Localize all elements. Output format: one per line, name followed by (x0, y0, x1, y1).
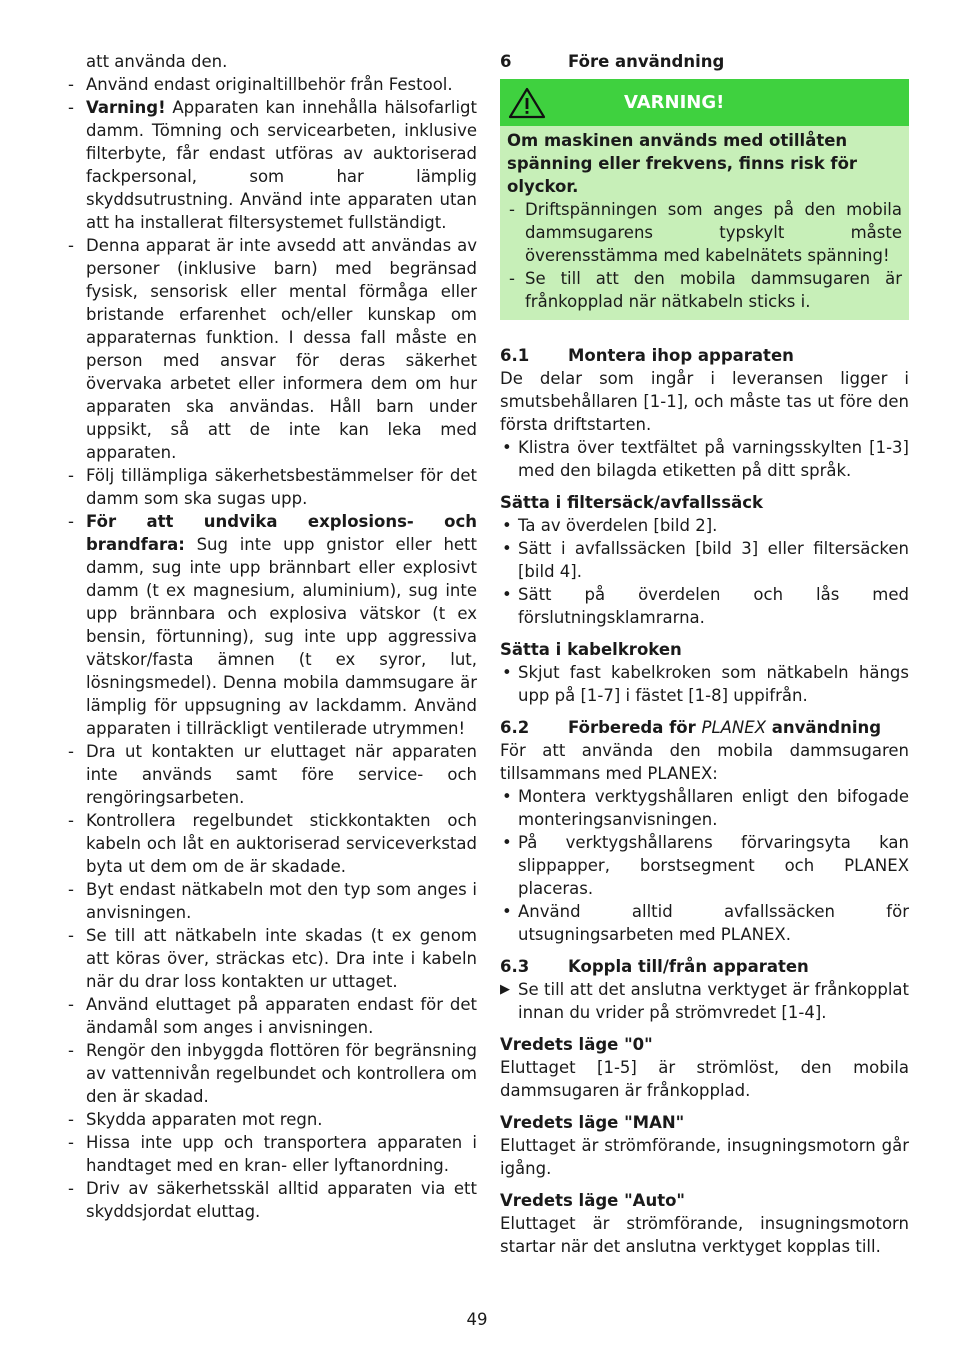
safety-list (66, 73, 477, 1223)
section-6-3-heading: 6.3 Koppla till/från apparaten (500, 957, 809, 976)
section-6-1-heading: 6.1 Montera ihop apparaten (500, 346, 794, 365)
list-item: - För att undvika explosions- och brandfara: Sug inte upp gnistor eller hett damm, sug inte upp brännbart eller explosivt damm (t ex magnesium, aluminium), sug inte upp brännbara och explosiva vätskor (t ex bensin, förtunning), sug inte upp aggressiva vätskor/fasta ämnen (t ex syror, lut, lösningsmedel). Denna mobila dammsugare är lämplig för uppsugning av lackdamm. Använd apparaten i tillräckligt ventilerade utrymmen! (66, 510, 477, 740)
warning-header (500, 79, 909, 126)
list-item: - Driv av säkerhetsskäl alltid apparaten via ett skyddsjordat eluttag. (66, 1177, 477, 1223)
list-item: - Kontrollera regelbundet stickkontakten och kabeln och låt en auktoriserad serviceverkstad byta ut dem om de är skadade. (66, 809, 477, 878)
right-column (500, 50, 909, 1258)
list-item: - Driftspänningen som anges på den mobila dammsugarens typskylt måste överensstämma med kabelnätets spänning! (507, 198, 902, 267)
section-6-1-text: De delar som ingår i leveransen ligger i smutsbehållaren [1-1], och måste tas ut före den första driftstarten. (500, 369, 909, 434)
list-item: • Montera verktygshållaren enligt den bifogade monteringsanvisningen. (500, 785, 909, 831)
position-0-heading: Vredets läge "0" (500, 1035, 653, 1054)
warning-triangle-icon (500, 87, 554, 119)
filter-heading: Sätta i filtersäck/avfallssäck (500, 493, 763, 512)
list-item: • Skjut fast kabelkroken som nätkabeln hängs upp på [1-7] i fästet [1-8] uppifrån. (500, 661, 909, 707)
section-6-2-list (500, 785, 909, 946)
section-6-3-list (500, 978, 909, 1024)
position-auto-heading: Vredets läge "Auto" (500, 1191, 686, 1210)
left-column (66, 50, 477, 1223)
list-item: • På verktygshållarens förvaringsyta kan slippapper, borstsegment och PLANEX placeras. (500, 831, 909, 900)
list-item: • Sätt i avfallssäcken [bild 3] eller filtersäcken [bild 4]. (500, 537, 909, 583)
warning-list (507, 198, 902, 313)
list-item: • Använd alltid avfallssäcken för utsugningsarbeten med PLANEX. (500, 900, 909, 946)
warning-body (500, 126, 909, 320)
list-item: - Skydda apparaten mot regn. (66, 1108, 477, 1131)
section-6-heading: 6 Före användning (500, 52, 725, 71)
list-item: - Byt endast nätkabeln mot den typ som anges i anvisningen. (66, 878, 477, 924)
position-man-heading: Vredets läge "MAN" (500, 1113, 685, 1132)
position-auto-text: Eluttaget är strömförande, insugningsmotorn startar när det anslutna verktyget kopplas till. (500, 1214, 909, 1256)
cable-hook-heading: Sätta i kabelkroken (500, 640, 682, 659)
section-6-2-heading: 6.2 Förbereda för PLANEX användning (500, 718, 882, 737)
section-6-1-list (500, 436, 909, 482)
section-6-2-text: För att använda den mobila dammsugaren tillsammans med PLANEX: (500, 741, 909, 783)
list-item: - Följ tillämpliga säkerhetsbestämmelser för det damm som ska sugas upp. (66, 464, 477, 510)
position-0-text: Eluttaget [1-5] är strömlöst, den mobila dammsugaren är frånkopplad. (500, 1058, 909, 1100)
filter-list (500, 514, 909, 629)
list-item: - Se till att nätkabeln inte skadas (t ex genom att köras över, sträckas etc). Dra inte i kabeln när du drar loss kontakten ur uttaget. (66, 924, 477, 993)
list-item: - Rengör den inbyggda flottören för begränsning av vattennivån regelbundet och kontrollera om den är skadad. (66, 1039, 477, 1108)
warning-lead: Om maskinen används med otillåten spänning eller frekvens, finns risk för olyckor. (507, 131, 858, 196)
list-item: • Sätt på överdelen och lås med förslutningsklamrarna. (500, 583, 909, 629)
list-item: - Denna apparat är inte avsedd att användas av personer (inklusive barn) med begränsad fysisk, sensorisk eller mental förmåga eller bristande erfarenhet och/eller kunskap om apparaternas funktion. I dessa fall måste en person med ansvar för deras säkerhet övervaka arbetet eller informera dem om hur apparaten ska användas. Håll barn under uppsikt, så att de inte kan leka med apparaten. (66, 234, 477, 464)
list-item: • Ta av överdelen [bild 2]. (500, 514, 909, 537)
list-item: - Hissa inte upp och transportera apparaten i handtaget med en kran- eller lyftanordning. (66, 1131, 477, 1177)
warning-title: VARNING! (624, 92, 725, 113)
list-item: - Använd eluttaget på apparaten endast för det ändamål som anges i anvisningen. (66, 993, 477, 1039)
page-number: 49 (466, 1310, 488, 1329)
list-item: - Varning! Apparaten kan innehålla hälsofarligt damm. Tömning och servicearbeten, inklusive filterbyte, får endast utföras av auktoriserad fackpersonal, som har lämplig skyddsutrustning. Använd inte apparaten utan att ha installerat filtersystemet fullständigt. (66, 96, 477, 234)
action-item: ▶ Se till att det anslutna verktyget är frånkopplat innan du vrider på strömvredet [1-4]. (500, 978, 909, 1024)
list-item: - Använd endast originaltillbehör från Festool. (66, 73, 477, 96)
intro-text: att använda den. (86, 52, 228, 71)
cable-hook-list (500, 661, 909, 707)
list-item: - Dra ut kontakten ur eluttaget när apparaten inte används samt före service- och rengöringsarbeten. (66, 740, 477, 809)
list-item: • Klistra över textfältet på varningsskylten [1-3] med den bilagda etiketten på ditt språk. (500, 436, 909, 482)
list-item: - Se till att den mobila dammsugaren är frånkopplad när nätkabeln sticks i. (507, 267, 902, 313)
position-man-text: Eluttaget är strömförande, insugningsmotorn går igång. (500, 1136, 909, 1178)
warning-box (500, 79, 909, 320)
